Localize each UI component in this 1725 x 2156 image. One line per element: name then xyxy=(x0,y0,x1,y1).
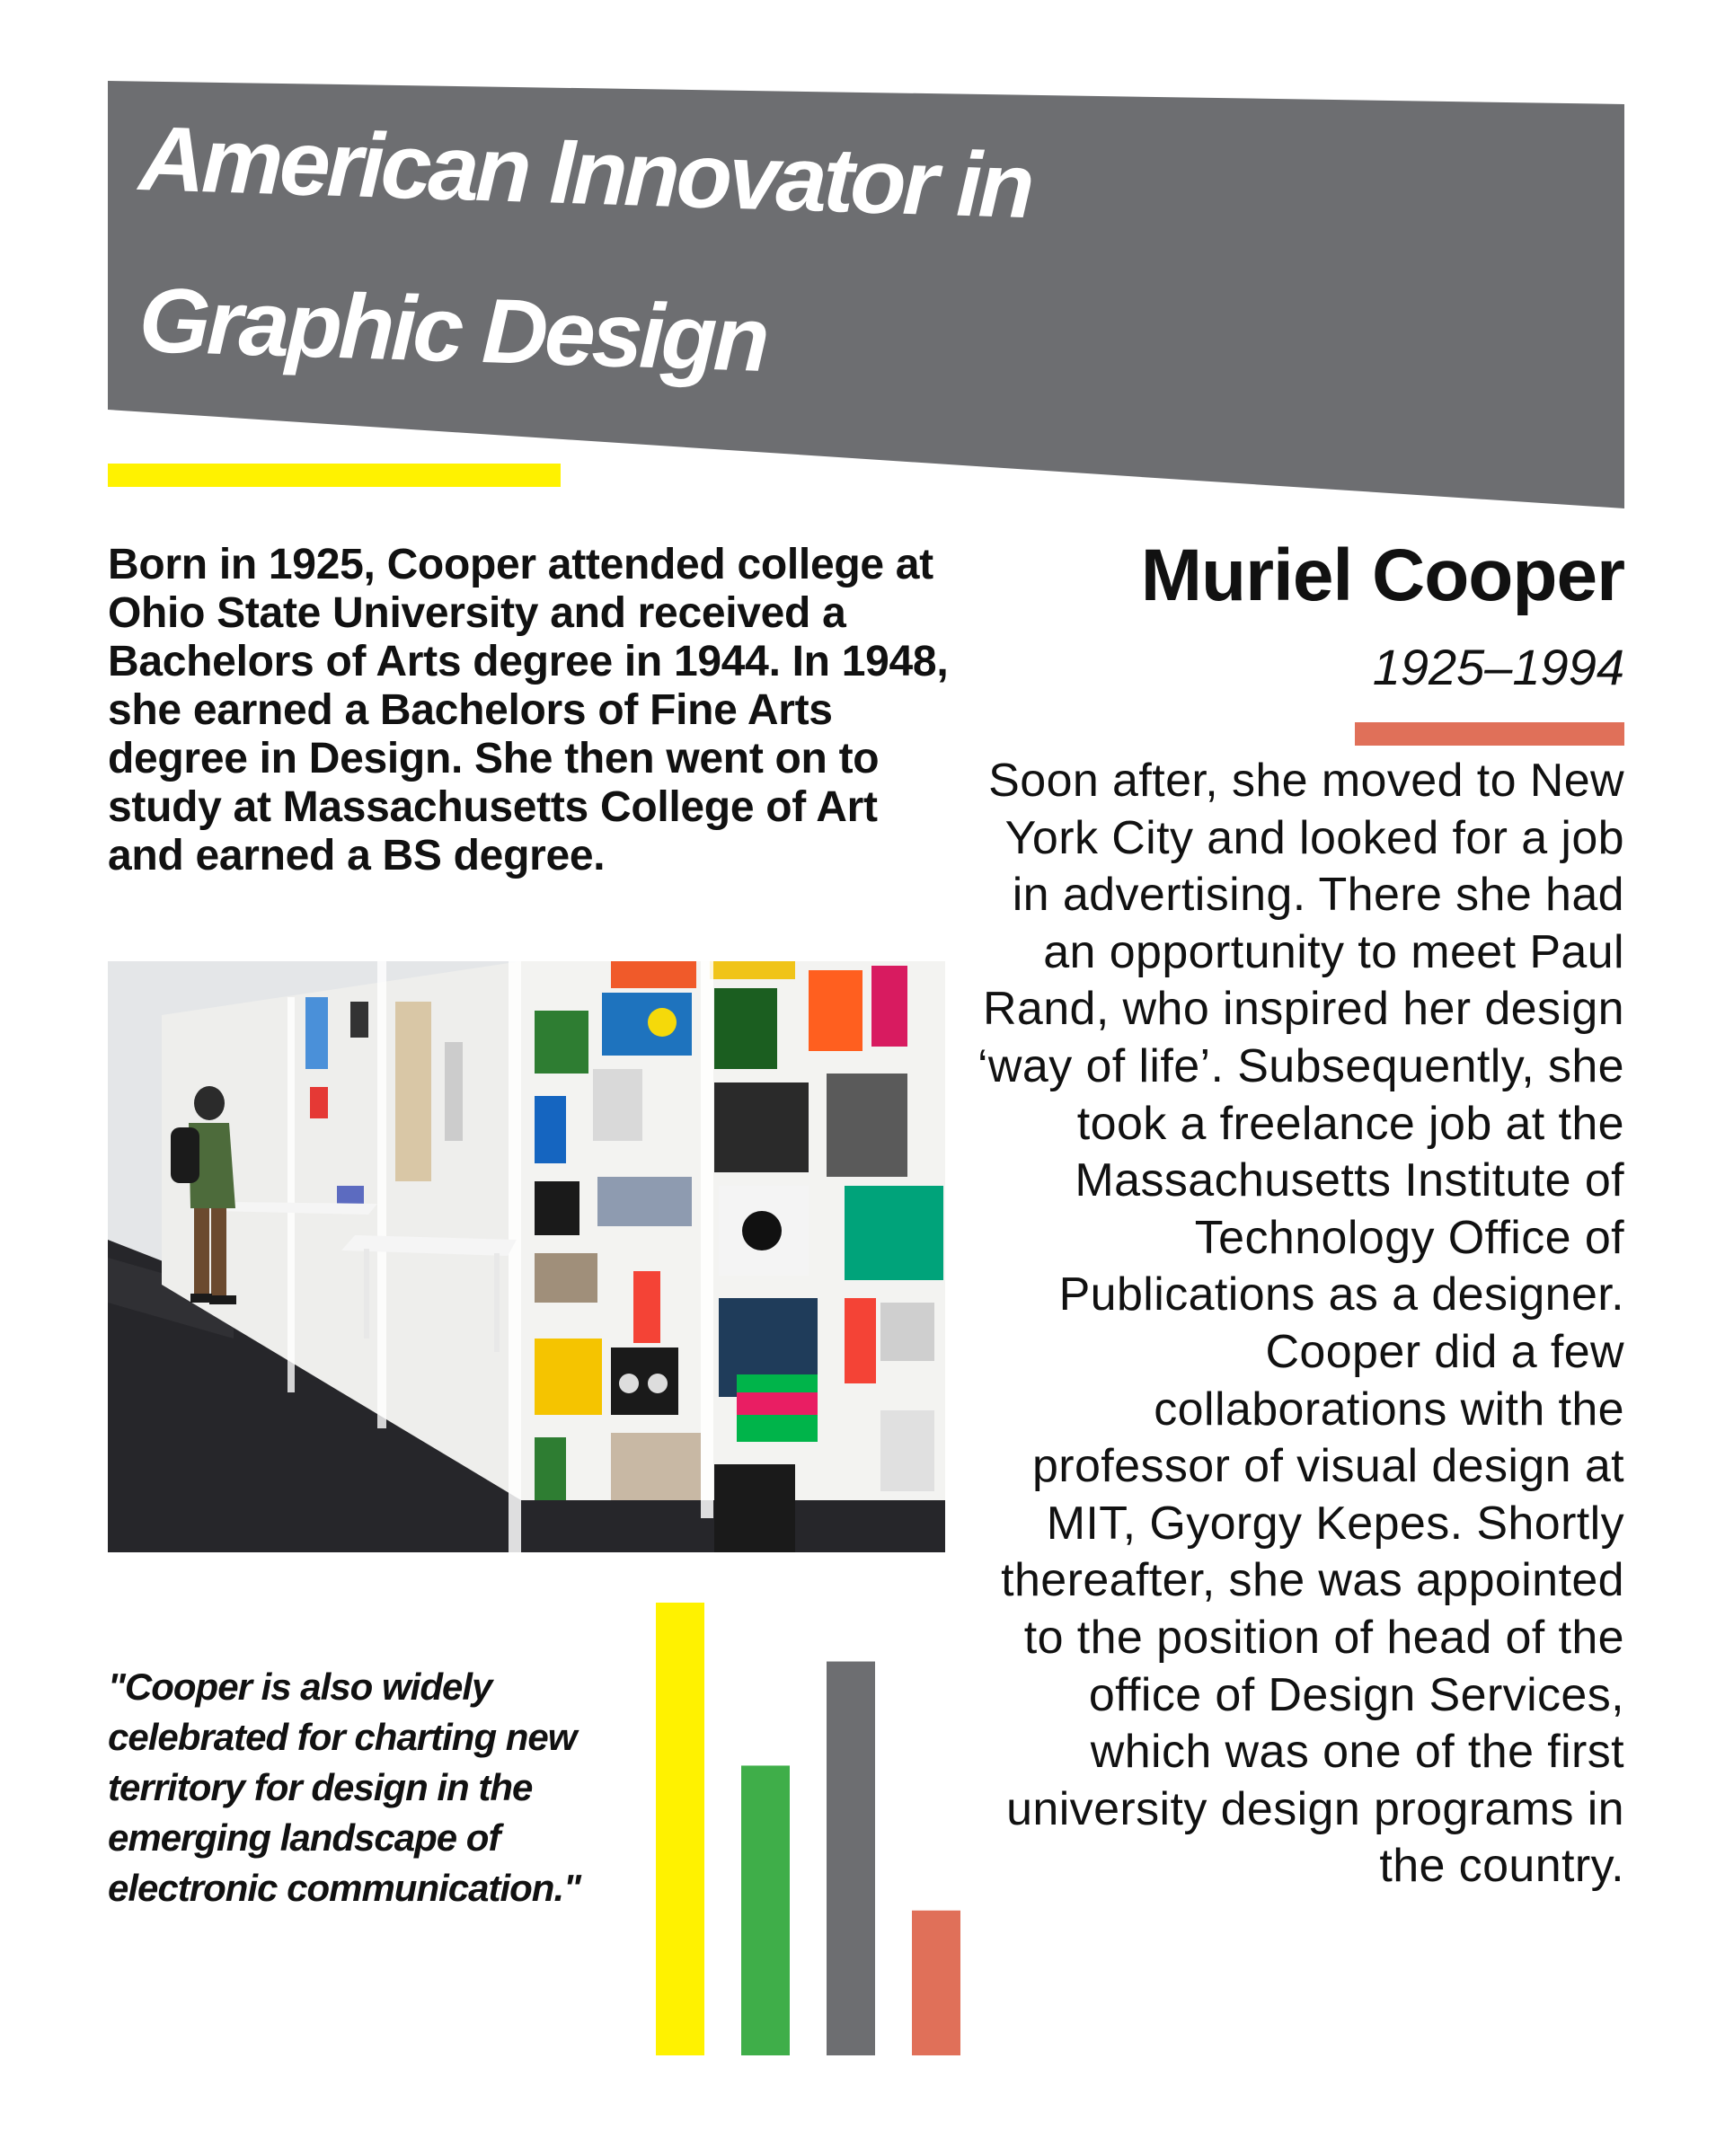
decorative-bar-3 xyxy=(827,1662,875,2055)
exhibition-photo xyxy=(108,961,945,1552)
profile-name: Muriel Cooper xyxy=(1140,535,1624,616)
page-title-line-1: American Innovator in xyxy=(137,107,1033,238)
bio-paragraph: Soon after, she moved to New York City and looked for a job in advertising. There she had an opportunity to meet Paul Rand, who inspired her design ‘way of life’. Subsequently, she took a freelance job at the Massachusetts Institute of Technology Office of Publications as a designer. Cooper did a few collaborations with the professor of visual design at MIT, Gyorgy Kepes. Shortly thereafter, she was appointed to the position of head of the office of Design Services, which was one of the first university design programs in the country. xyxy=(977,755,1624,1893)
decorative-bar-4 xyxy=(912,1911,960,2055)
pull-quote: "Cooper is also widely celebrated for charting new territory for design in the emerging landscape of electronic communication." xyxy=(108,1666,581,1909)
decorative-bar-1 xyxy=(656,1603,704,2055)
decorative-bars xyxy=(656,1599,961,2057)
exhibition-photo-illustration xyxy=(108,961,945,1552)
accent-rule-yellow xyxy=(108,464,561,487)
accent-rule-salmon xyxy=(1355,722,1624,746)
banner-shape xyxy=(0,0,1725,539)
page-title-line-2: Graphic Design xyxy=(137,269,768,391)
decorative-bar-2 xyxy=(741,1765,790,2055)
intro-paragraph: Born in 1925, Cooper attended college at Ohio State University and received a Bachelors of Arts degree in 1944. In 1948, she earned a Bachelors of Fine Arts degree in Design. She then went on to study at Massachusetts College of Art and earned a BS degree. xyxy=(108,541,949,879)
title-banner xyxy=(0,0,1725,539)
profile-years: 1925–1994 xyxy=(1372,639,1624,695)
